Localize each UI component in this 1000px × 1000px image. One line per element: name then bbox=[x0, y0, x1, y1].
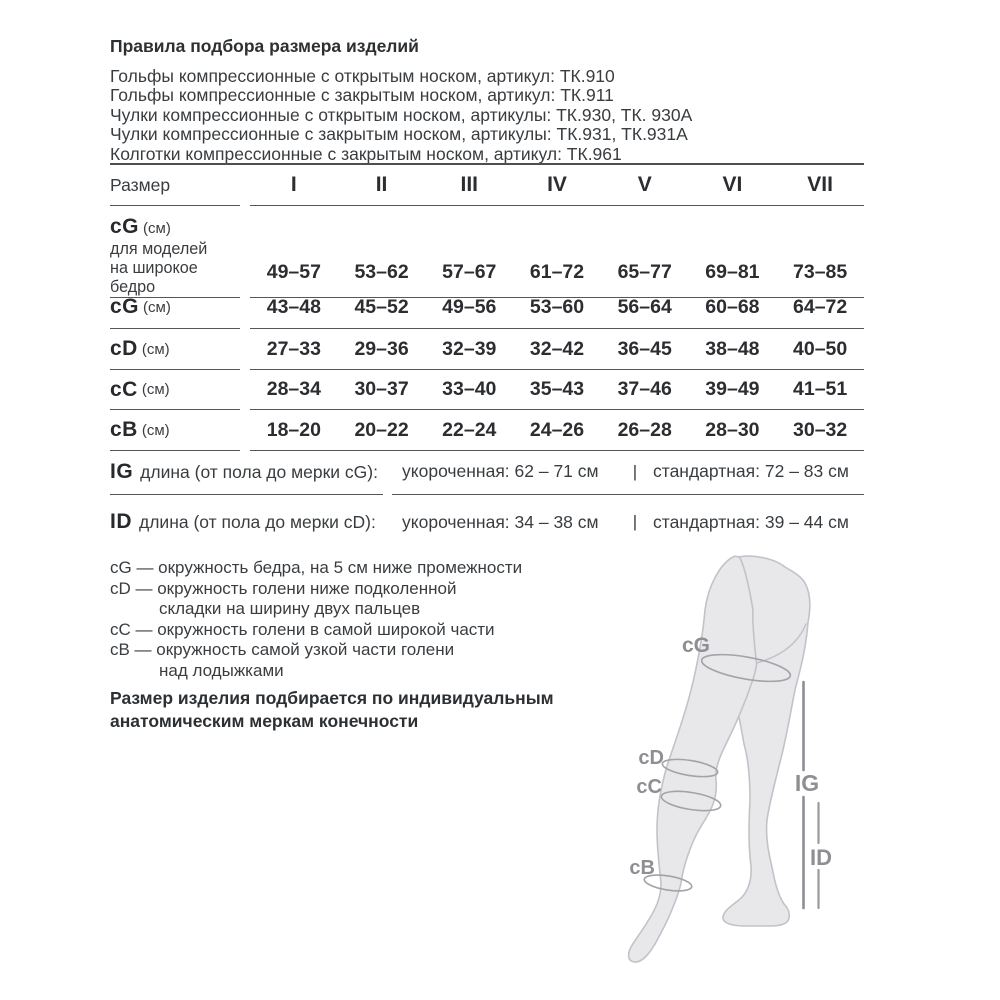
table-cell: 24–26 bbox=[513, 410, 601, 451]
value-divider: | bbox=[632, 512, 638, 531]
length-section bbox=[110, 449, 864, 547]
measure-legend bbox=[110, 558, 635, 682]
measure-label: cC bbox=[110, 377, 138, 401]
table-cell: 20–22 bbox=[338, 410, 426, 451]
page-title: Правила подбора размера изделий bbox=[110, 36, 419, 56]
table-cell: 18–20 bbox=[250, 410, 338, 451]
table-cell: 36–45 bbox=[601, 329, 689, 370]
table-cell: 61–72 bbox=[513, 206, 601, 298]
table-cell: 49–57 bbox=[250, 206, 338, 298]
measure-unit: (см) bbox=[141, 421, 170, 439]
measure-label: cG bbox=[110, 295, 140, 318]
cc-diagram-label: cC bbox=[636, 776, 662, 798]
size-column-header: I bbox=[250, 165, 338, 206]
legend-item bbox=[110, 579, 635, 620]
cg-diagram-label: cG bbox=[681, 634, 710, 657]
length-description: длина (от пола до мерки cD): bbox=[139, 512, 376, 532]
table-cell: 33–40 bbox=[425, 370, 513, 410]
length-standard-value: стандартная: 39 – 44 см bbox=[653, 511, 849, 532]
size-column-header: V bbox=[601, 165, 689, 206]
table-cell: 32–39 bbox=[425, 329, 513, 370]
size-table bbox=[110, 163, 864, 451]
table-cell: 64–72 bbox=[776, 286, 864, 329]
length-row-ig bbox=[110, 449, 864, 494]
table-cell: 43–48 bbox=[250, 286, 338, 329]
value-divider: | bbox=[632, 461, 638, 481]
legs-diagram bbox=[593, 543, 885, 993]
table-cell: 28–34 bbox=[250, 370, 338, 410]
legend-line: cG — окружность бедра, на 5 см ниже промежности bbox=[110, 558, 523, 577]
table-cell: 38–48 bbox=[689, 329, 777, 370]
table-cell: 30–32 bbox=[776, 410, 864, 451]
table-row-cb bbox=[110, 410, 864, 451]
table-cell: 35–43 bbox=[513, 370, 601, 410]
measure-note: на широкое bbox=[110, 259, 198, 278]
table-cell: 39–49 bbox=[689, 370, 777, 410]
measure-label: cD bbox=[110, 337, 138, 360]
product-line: Гольфы компрессионные с открытым носком, артикул: ТК.910 bbox=[110, 66, 615, 86]
table-cell: 65–77 bbox=[601, 206, 689, 298]
table-cell: 53–62 bbox=[338, 206, 426, 298]
cb-diagram-label: cB bbox=[629, 857, 655, 879]
product-line: Чулки компрессионные с закрытым носком, артикулы: ТК.931, ТК.931А bbox=[110, 124, 688, 145]
table-cell: 37–46 bbox=[601, 370, 689, 410]
measure-unit: (см) bbox=[141, 340, 170, 358]
table-row-cg bbox=[110, 286, 864, 329]
size-column-header: VII bbox=[776, 165, 864, 206]
measure-label: cG bbox=[110, 215, 140, 238]
measure-note: бедро bbox=[110, 278, 156, 297]
product-line: Гольфы компрессионные с закрытым носком, артикул: ТК.911 bbox=[110, 85, 614, 106]
length-label: ID bbox=[110, 510, 132, 533]
table-cell: 45–52 bbox=[338, 286, 426, 329]
length-label: IG bbox=[110, 459, 134, 483]
length-short-value: укороченная: 62 – 71 см bbox=[402, 461, 599, 481]
measure-label: cB bbox=[110, 418, 138, 441]
corner-label: Размер bbox=[110, 174, 171, 195]
product-line: Колготки компрессионные с закрытым носком, артикул: ТК.961 bbox=[110, 143, 622, 164]
table-cell: 41–51 bbox=[776, 370, 864, 410]
table-row-cc bbox=[110, 370, 864, 410]
size-column-header: III bbox=[425, 165, 513, 206]
table-cell: 30–37 bbox=[338, 370, 426, 410]
legend-item bbox=[110, 558, 635, 579]
legend-line: cB — окружность самой узкой части голени bbox=[110, 640, 455, 660]
table-cell: 49–56 bbox=[425, 286, 513, 329]
measure-note: для моделей bbox=[110, 240, 208, 258]
table-cell: 53–60 bbox=[513, 286, 601, 329]
id-diagram-label: ID bbox=[810, 845, 832, 870]
ig-diagram-label: IG bbox=[794, 770, 820, 796]
length-row-id bbox=[110, 494, 864, 547]
table-cell: 57–67 bbox=[425, 206, 513, 298]
legend-line: cD — окружность голени ниже подколенной bbox=[110, 578, 457, 598]
table-cell: 60–68 bbox=[689, 286, 777, 329]
table-cell: 40–50 bbox=[776, 329, 864, 370]
measure-unit: (см) bbox=[141, 381, 170, 398]
measure-unit: (см) bbox=[143, 220, 171, 237]
table-cell: 29–36 bbox=[338, 329, 426, 370]
legend-line: cC — окружность голени в самой широкой части bbox=[110, 619, 495, 639]
length-short-value: укороченная: 34 – 38 см bbox=[402, 511, 599, 532]
header bbox=[110, 36, 750, 164]
length-standard-value: стандартная: 72 – 83 см bbox=[653, 461, 849, 481]
table-cell: 73–85 bbox=[776, 206, 864, 298]
table-row-cg-wide bbox=[110, 206, 864, 297]
size-column-header: II bbox=[338, 165, 426, 206]
table-cell: 69–81 bbox=[689, 206, 777, 298]
sizing-note-line: Размер изделия подбирается по индивидуальным bbox=[110, 688, 554, 708]
legend-line: над лодыжками bbox=[159, 660, 284, 680]
size-column-header: VI bbox=[689, 165, 777, 206]
table-header-row bbox=[110, 165, 864, 206]
legend-line: складки на ширину двух пальцев bbox=[159, 599, 421, 619]
table-cell: 32–42 bbox=[513, 329, 601, 370]
table-cell: 26–28 bbox=[601, 410, 689, 451]
sizing-note-line: анатомическим меркам конечности bbox=[110, 710, 419, 731]
table-cell: 22–24 bbox=[425, 410, 513, 451]
sizing-note bbox=[110, 687, 640, 732]
product-line: Чулки компрессионные с открытым носком, артикулы: ТК.930, ТК. 930А bbox=[110, 104, 693, 125]
table-row-cd bbox=[110, 329, 864, 370]
cd-diagram-label: cD bbox=[638, 747, 664, 769]
legend-item bbox=[110, 640, 635, 681]
length-description: длина (от пола до мерки cG): bbox=[140, 461, 378, 482]
measure-unit: (см) bbox=[143, 298, 171, 316]
table-cell: 27–33 bbox=[250, 329, 338, 370]
table-cell: 28–30 bbox=[689, 410, 777, 451]
size-column-header: IV bbox=[513, 165, 601, 206]
legend-item bbox=[110, 620, 635, 641]
table-cell: 56–64 bbox=[601, 286, 689, 329]
